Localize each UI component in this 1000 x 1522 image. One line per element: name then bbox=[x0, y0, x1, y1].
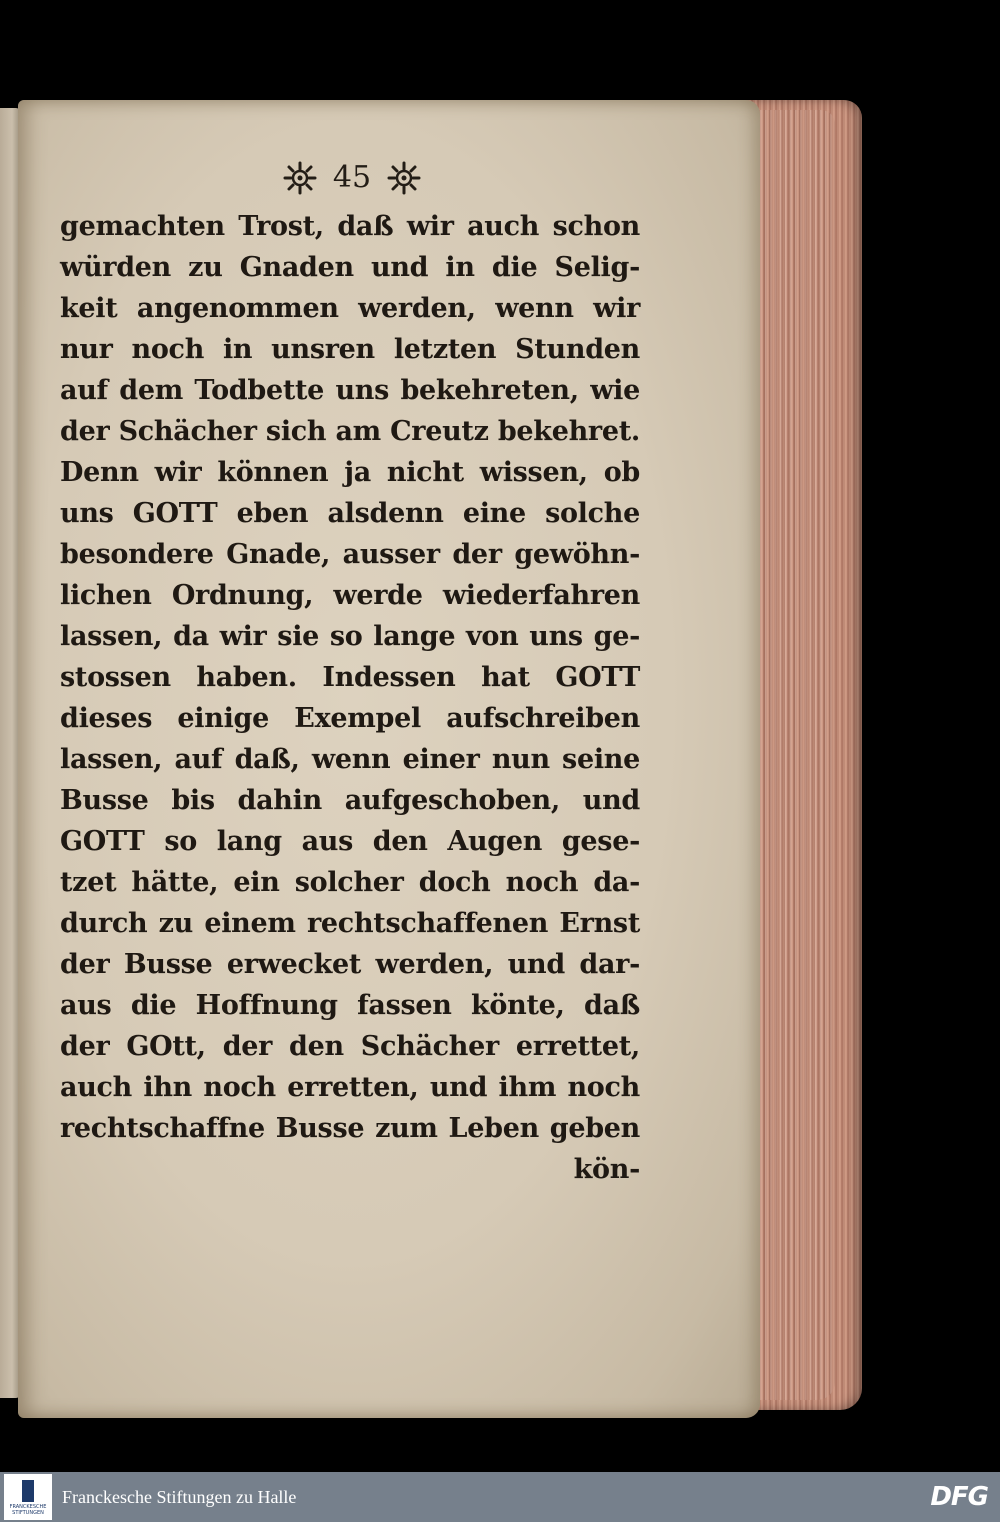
text-line: lichen Ordnung, werde wiederfahren bbox=[60, 580, 640, 611]
text-line: Busse bis dahin aufgeschoben, und bbox=[60, 785, 640, 816]
text-line: lassen, da wir sie so lange von uns ge- bbox=[60, 621, 640, 652]
text-line: der Schächer sich am Creutz bekehret. bbox=[60, 416, 640, 447]
text-line: würden zu Gnaden und in die Selig- bbox=[60, 252, 640, 283]
text-line: dieses einige Exempel aufschreiben bbox=[60, 703, 640, 734]
text-line: der Busse erwecket werden, und dar- bbox=[60, 949, 640, 980]
institution-name[interactable]: Franckesche Stiftungen zu Halle bbox=[62, 1487, 297, 1507]
page-number: 45 bbox=[332, 160, 372, 195]
text-line: stossen haben. Indessen hat GOTT bbox=[60, 662, 640, 693]
text-line: durch zu einem rechtschaffenen Ernst bbox=[60, 908, 640, 939]
text-line: uns GOTT eben alsdenn eine solche bbox=[60, 498, 640, 529]
page-header bbox=[262, 156, 442, 200]
page-body-text bbox=[60, 206, 640, 1190]
logo-text: FRANCKESCHE STIFTUNGEN bbox=[9, 1504, 47, 1516]
dfg-logo[interactable]: DFG bbox=[930, 1482, 988, 1512]
footer-bar bbox=[0, 1472, 1000, 1522]
text-line: Denn wir können ja nicht wissen, ob bbox=[60, 457, 640, 488]
institution-logo[interactable] bbox=[4, 1474, 52, 1520]
left-ornament-icon bbox=[283, 161, 317, 195]
text-line: lassen, auf daß, wenn einer nun seine bbox=[60, 744, 640, 775]
text-line: besondere Gnade, ausser der gewöhn- bbox=[60, 539, 640, 570]
text-line: auch ihn noch erretten, und ihm noch bbox=[60, 1072, 640, 1103]
right-ornament-icon bbox=[387, 161, 421, 195]
text-line: gemachten Trost, daß wir auch schon bbox=[60, 211, 640, 242]
logo-mark-icon bbox=[22, 1480, 34, 1502]
text-line: tzet hätte, ein solcher doch noch da- bbox=[60, 867, 640, 898]
previous-page-edge bbox=[0, 108, 20, 1398]
text-line: keit angenommen werden, wenn wir bbox=[60, 293, 640, 324]
text-line: der GOtt, der den Schächer errettet, bbox=[60, 1031, 640, 1062]
text-line: nur noch in unsren letzten Stunden bbox=[60, 334, 640, 365]
text-line: auf dem Todbette uns bekehreten, wie bbox=[60, 375, 640, 406]
text-line: rechtschaffne Busse zum Leben geben bbox=[60, 1113, 640, 1144]
text-line: GOTT so lang aus den Augen gese- bbox=[60, 826, 640, 857]
text-line: aus die Hoffnung fassen könte, daß bbox=[60, 990, 640, 1021]
catchword: kön- bbox=[573, 1154, 640, 1185]
